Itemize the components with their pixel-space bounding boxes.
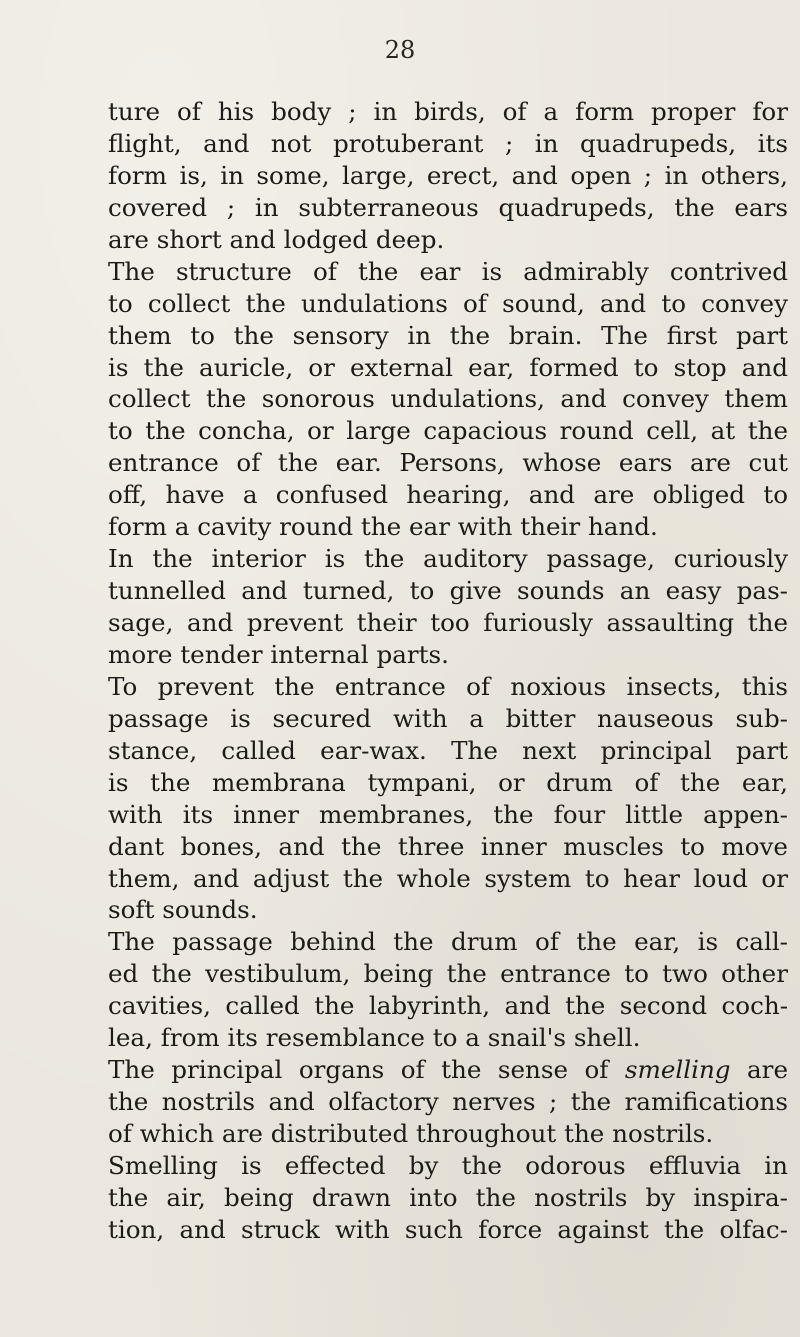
text-line: sage, and prevent their too furiously assaulting the xyxy=(108,608,788,637)
text-line: To prevent the entrance of noxious insects, this xyxy=(108,671,788,701)
text-line: tunnelled and turned, to give sounds an easy pas- xyxy=(108,576,788,606)
text-line: collect the sonorous undulations, and convey them xyxy=(108,384,788,414)
text-line: covered ; in subterraneous quadrupeds, the ears xyxy=(108,192,788,222)
text-line: more tender internal parts. xyxy=(108,639,449,669)
text-line: dant bones, and the three inner muscles to move xyxy=(108,831,788,861)
text-line: is the auricle, or external ear, formed to stop and xyxy=(108,352,788,382)
text-line: to the concha, or large capacious round cell, at the xyxy=(108,416,788,446)
text-line: tion, and struck with such force against the olfac- xyxy=(108,1214,788,1244)
text-line: with its inner membranes, the four little appen- xyxy=(108,799,788,829)
text-line: to collect the undulations of sound, and to convey xyxy=(108,288,788,318)
text-line: them to the sensory in the brain. The first part xyxy=(108,320,788,350)
italic-term: smelling xyxy=(624,1055,731,1085)
text-line: The structure of the ear is admirably contrived xyxy=(108,256,788,286)
text-line: passage is secured with a bitter nauseous sub- xyxy=(108,703,788,733)
text-line: flight, and not protuberant ; in quadrupeds, its xyxy=(108,128,788,158)
text-line: The principal organs of the sense of smelling are xyxy=(108,1055,788,1085)
page-number: 28 xyxy=(384,36,416,64)
text-line: ture of his body ; in birds, of a form proper for xyxy=(108,97,788,126)
text-line: The passage behind the drum of the ear, is call- xyxy=(108,927,788,957)
text-line: the nostrils and olfactory nerves ; the ramifications xyxy=(108,1087,788,1117)
text-line: off, have a confused hearing, and are obliged to xyxy=(108,480,788,510)
text-line: soft sounds. xyxy=(108,895,258,925)
text-line: are short and lodged deep. xyxy=(108,224,445,254)
text-line: form is, in some, large, erect, and open ; in others, xyxy=(108,160,788,190)
text-line: In the interior is the auditory passage, curiously xyxy=(108,544,788,574)
text-line: entrance of the ear. Persons, whose ears are cut xyxy=(108,448,788,478)
text-line: them, and adjust the whole system to hear loud or xyxy=(108,863,788,893)
text-line: lea, from its resemblance to a snail's shell. xyxy=(108,1023,641,1053)
text-line: the air, being drawn into the nostrils by inspira- xyxy=(108,1182,788,1212)
text-line: cavities, called the labyrinth, and the second coch- xyxy=(108,991,788,1021)
body-text xyxy=(108,96,788,1246)
text-line: is the membrana tympani, or drum of the ear, xyxy=(108,767,788,797)
text-line: Smelling is effected by the odorous effluvia in xyxy=(108,1150,788,1180)
text-line: ed the vestibulum, being the entrance to two other xyxy=(108,959,788,989)
text-line: form a cavity round the ear with their hand. xyxy=(108,512,658,542)
text-line: of which are distributed throughout the nostrils. xyxy=(108,1119,714,1148)
text-line: stance, called ear-wax. The next principal part xyxy=(108,735,788,765)
